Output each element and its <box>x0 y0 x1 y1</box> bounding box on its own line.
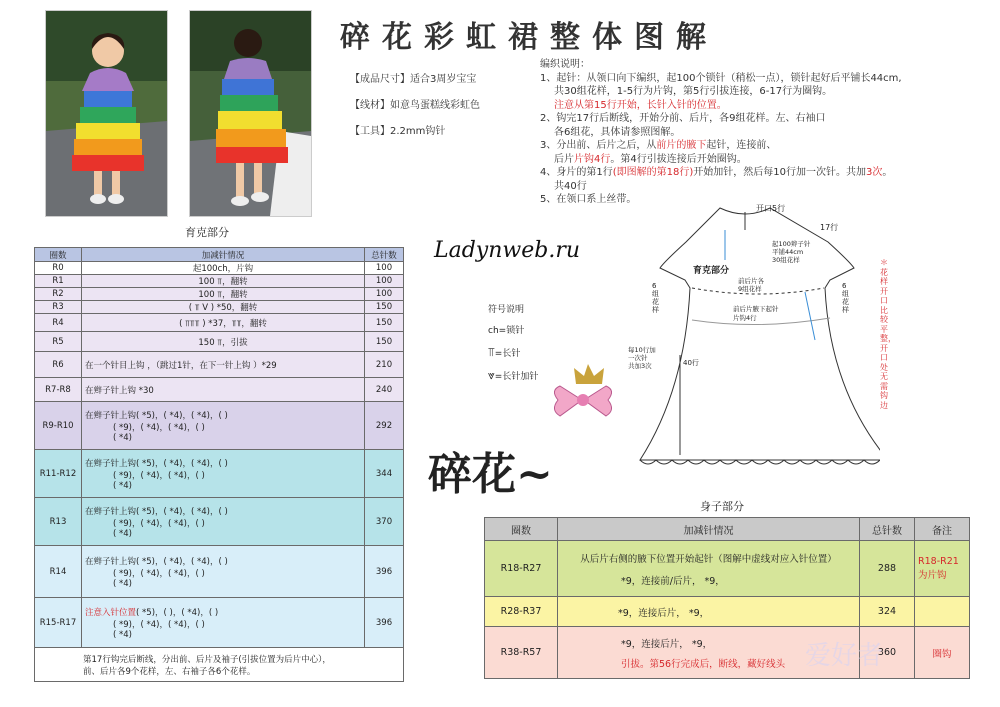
legend-ch: ch=锁针 <box>488 326 525 336</box>
instructions <box>540 58 940 207</box>
label-neck: 开口5行 <box>756 204 786 213</box>
label-sleeve-right: 6组花样 <box>842 282 849 314</box>
note-1b: 共30组花样，1-5行为片钩，第5行引拔连接，6-17行为圈钩。 <box>554 86 833 97</box>
table-row: R9-R10 在辫子针上钩( *5)，( *4)，( *4)，( ) ( *9)，( *4)，( *4)，( ) ( *4) 292 <box>35 402 404 450</box>
body-header-total: 总针数 <box>860 518 915 541</box>
label-mid: 前后片各 9组花样 <box>738 277 764 293</box>
yoke-header-row: 圈数 <box>35 248 82 262</box>
table-row: R13 在辫子针上钩( *5)，( *4)，( *4)，( ) ( *9)，( *4)，( *4)，( ) ( *4) 370 <box>35 498 404 546</box>
body-caption: 身子部分 <box>700 500 744 513</box>
label-17rows: 17行 <box>820 223 839 232</box>
note-4b: 共40行 <box>554 180 587 192</box>
note-3: 3、分出前、后片之后，从前片的腋下起针，连接前、 <box>540 140 777 151</box>
dc-symbol-icon: ⫪ <box>488 345 495 359</box>
label-40rows: 40行 <box>683 359 699 367</box>
table-row: R4 ( ⫪⫪⫪ ) *37，⫪⫪，翻转 150 <box>35 314 404 332</box>
yoke-header-total: 总针数 <box>365 248 404 262</box>
table-row: R14 在辫子针上钩( *5)，( *4)，( *4)，( ) ( *9)，( *4)，( *4)，( ) ( *4) 396 <box>35 546 404 598</box>
note-3b: 后片片钩4行。第4行引拔连接后开始圈钩。 <box>554 153 747 165</box>
table-row: R18-R27 从后片右侧的腋下位置开始起针（图解中虚线对应入针位置） *9，连接前/后片， *9， 288 R18-R21为片钩 <box>485 541 970 597</box>
table-row: R28-R37 *9，连接后片， *9， 324 <box>485 597 970 627</box>
yoke-caption: 育克部分 <box>185 226 229 239</box>
yoke-table <box>34 247 404 682</box>
inc-symbol-icon: ⩔ <box>488 368 495 382</box>
legend-title: 符号说明 <box>488 305 525 315</box>
notes-heading: 编织说明： <box>540 59 590 70</box>
body-table <box>484 517 970 679</box>
table-footer: 第17行钩完后断线，分出前、后片及袖子(引拔位置为后片中心）， 前、后片各9个花样，左、右袖子各6个花样。 <box>35 648 404 682</box>
note-2: 2、钩完17行后断线，开始分前、后片，各9组花样。左、右袖口 <box>540 113 826 124</box>
body-header-desc: 加减针情况 <box>558 518 860 541</box>
note-1: 1、起针：从领口向下编织，起100个锁针（稍松一点），锁针起好后平铺长44cm, <box>540 72 902 84</box>
yoke-header-desc: 加减针情况 <box>82 248 365 262</box>
note-1c: 注意从第15行开始，长针入针的位置。 <box>554 99 727 111</box>
note-2b: 各6组花，具体请参照图解。 <box>554 126 681 138</box>
table-row: R15-R17 注意入针位置( *5)，( )，( *4)，( ) ( *9)，( *4)，( *4)，( ) ( *4) 396 <box>35 598 404 648</box>
body-header-note: 备注 <box>915 518 970 541</box>
table-row: R11-R12 在辫子针上钩( *5)，( *4)，( *4)，( ) ( *9)，( *4)，( *4)，( ) ( *4) 344 <box>35 450 404 498</box>
note-5: 5、在领口系上丝带。 <box>540 194 637 205</box>
spec-size: 【成品尺寸】适合3周岁宝宝 <box>350 74 477 85</box>
photo-back <box>189 10 312 217</box>
legend-inc: ⩔=长针加针 <box>488 368 539 382</box>
bow-crown-icon <box>548 360 618 440</box>
table-row: R1 100 ⫪，翻转 100 <box>35 275 404 288</box>
site-name: Ladynweb.ru <box>434 238 581 263</box>
label-chain: 起100辫子针 平铺44cm 30组花样 <box>772 240 811 264</box>
spec-tool: 【工具】2.2mm钩针 <box>350 126 446 137</box>
table-row: R5 150 ⫪，引拔 150 <box>35 332 404 352</box>
legend-dc: ⫪=长针 <box>488 345 521 359</box>
label-yoke: 育克部分 <box>693 266 730 276</box>
table-row: R0 起100ch，片钩 100 <box>35 262 404 275</box>
dress-diagram <box>630 190 880 480</box>
label-underarm: 前后片腋下起针 片钩4行 <box>733 305 779 322</box>
body-header-row: 圈数 <box>485 518 558 541</box>
table-row: R2 100 ⫪，翻转 100 <box>35 288 404 301</box>
side-note: ＊花样开口比较平整，开口处无需钩边 <box>880 258 896 410</box>
logo-text: 碎花~ <box>428 449 553 500</box>
symbol-legend <box>488 300 538 388</box>
spec-yarn: 【线材】如意鸟蛋糕线彩虹色 <box>350 100 480 111</box>
table-row: R3 ( ⫪ V ) *50，翻转 150 <box>35 301 404 314</box>
page-title: 碎花彩虹裙整体图解 <box>340 20 718 55</box>
table-row: R7-R8 在辫子针上钩 *30 240 <box>35 378 404 402</box>
note-4: 4、身片的第1行(即图解的第18行)开始加针，然后每10行加一次针。共加3次。 <box>540 167 893 178</box>
label-sleeve-left: 6组花样 <box>652 282 659 314</box>
table-row: R38-R57 *9，连接后片， *9， 引拔。第56行完成后，断线，藏好线头 360 圈钩 <box>485 627 970 679</box>
watermark: 爱好者 <box>805 641 884 671</box>
table-row: R6 在一个针目上钩 ，（跳过1针，在下一针上钩 ）*29 210 <box>35 352 404 378</box>
label-increase: 每10行加 一次针 共加3次 <box>628 346 656 370</box>
photo-front <box>45 10 168 217</box>
